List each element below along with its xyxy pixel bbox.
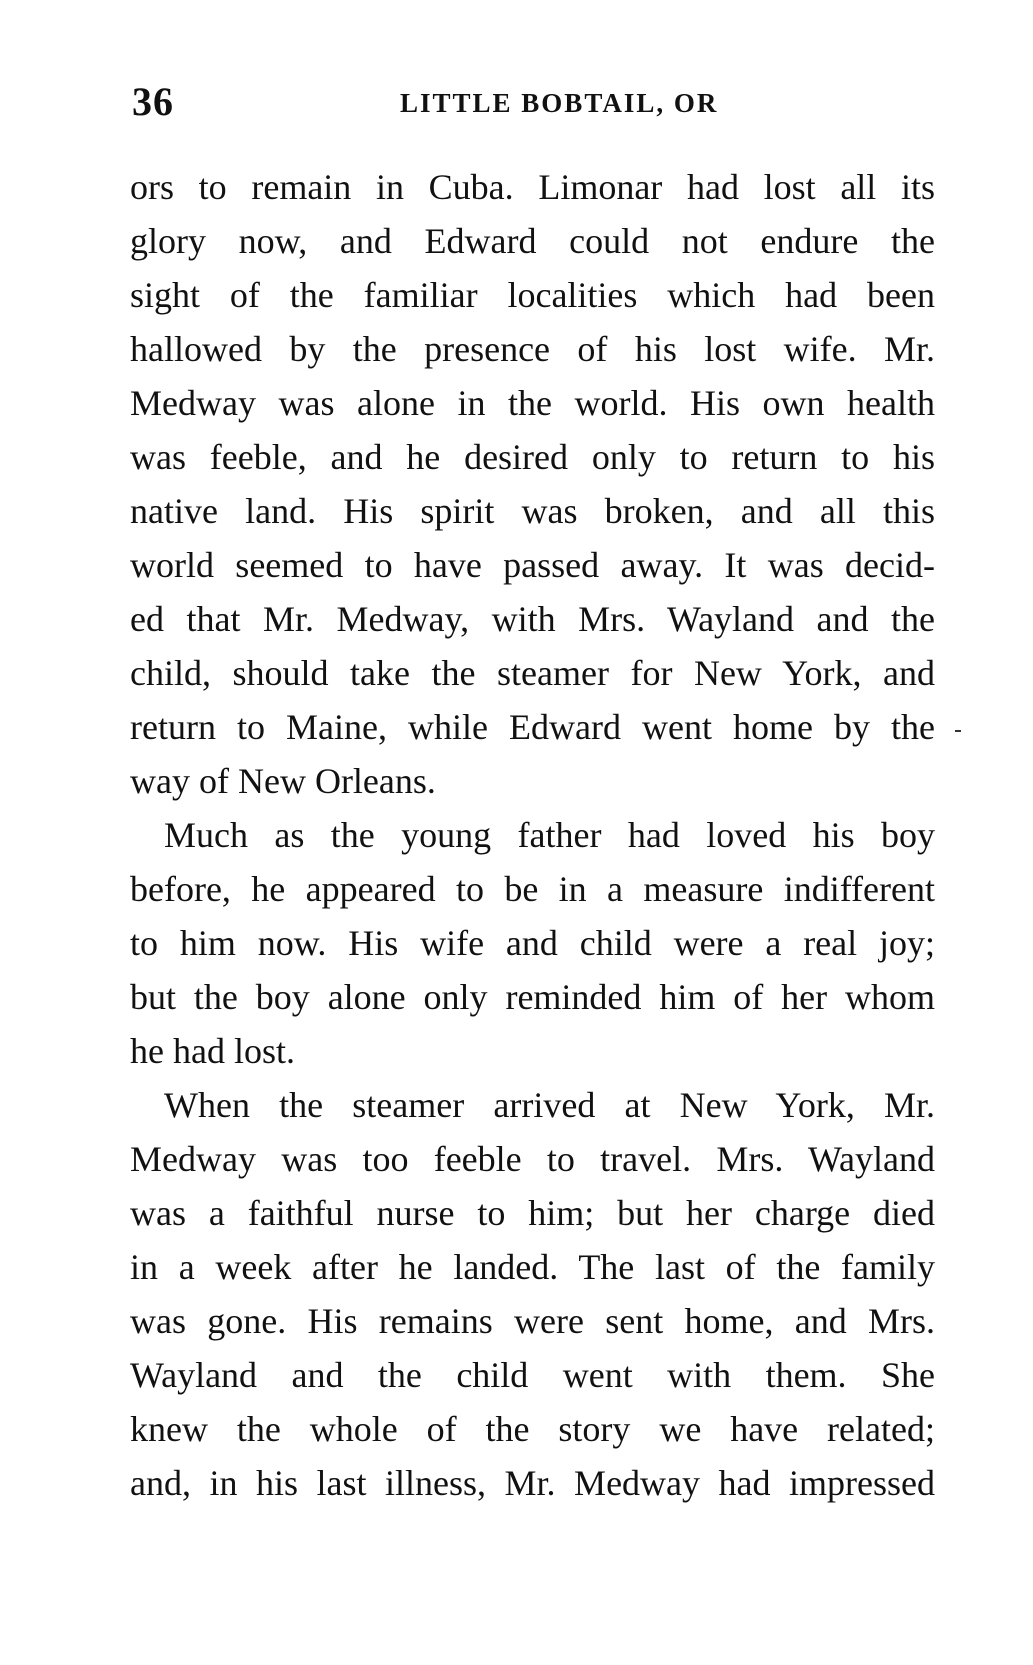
body-text	[130, 160, 935, 1510]
paragraph-2	[130, 808, 935, 1078]
text-line: was feeble, and he desired only to return to his	[130, 437, 935, 477]
text-line: return to Maine, while Edward went home by the	[130, 707, 935, 747]
text-line: ors to remain in Cuba. Limonar had lost all its	[130, 167, 935, 207]
text-line: but the boy alone only reminded him of her whom	[130, 977, 935, 1017]
text-line: to him now. His wife and child were a real joy;	[130, 923, 935, 963]
paragraph-1	[130, 160, 935, 808]
text-line: native land. His spirit was broken, and all this	[130, 491, 935, 531]
text-line: Medway was alone in the world. His own health	[130, 383, 935, 423]
text-line: before, he appeared to be in a measure indifferent	[130, 869, 935, 909]
text-line: was a faithful nurse to him; but her charge died	[130, 1193, 935, 1233]
text-line: he had lost.	[130, 1031, 295, 1071]
text-line: was gone. His remains were sent home, and Mrs.	[130, 1301, 935, 1341]
text-line: Wayland and the child went with them. She	[130, 1355, 935, 1395]
text-line: sight of the familiar localities which had been	[130, 275, 935, 315]
text-line: in a week after he landed. The last of the family	[130, 1247, 935, 1287]
text-line: and, in his last illness, Mr. Medway had impressed	[130, 1463, 935, 1503]
text-line: child, should take the steamer for New York, and	[130, 653, 935, 693]
text-line: ed that Mr. Medway, with Mrs. Wayland and the	[130, 599, 935, 639]
text-line: knew the whole of the story we have related;	[130, 1409, 935, 1449]
margin-mark	[955, 730, 961, 732]
text-line: When the steamer arrived at New York, Mr.	[164, 1085, 935, 1125]
text-line: Medway was too feeble to travel. Mrs. Wayland	[130, 1139, 935, 1179]
text-line: way of New Orleans.	[130, 761, 436, 801]
text-line: hallowed by the presence of his lost wife. Mr.	[130, 329, 935, 369]
paragraph-3	[130, 1078, 935, 1510]
text-line: Much as the young father had loved his boy	[164, 815, 935, 855]
page-number: 36	[132, 79, 174, 124]
running-head: LITTLE BOBTAIL, OR	[400, 88, 719, 118]
text-line: world seemed to have passed away. It was decid-	[130, 545, 935, 585]
text-line: glory now, and Edward could not endure the	[130, 221, 935, 261]
